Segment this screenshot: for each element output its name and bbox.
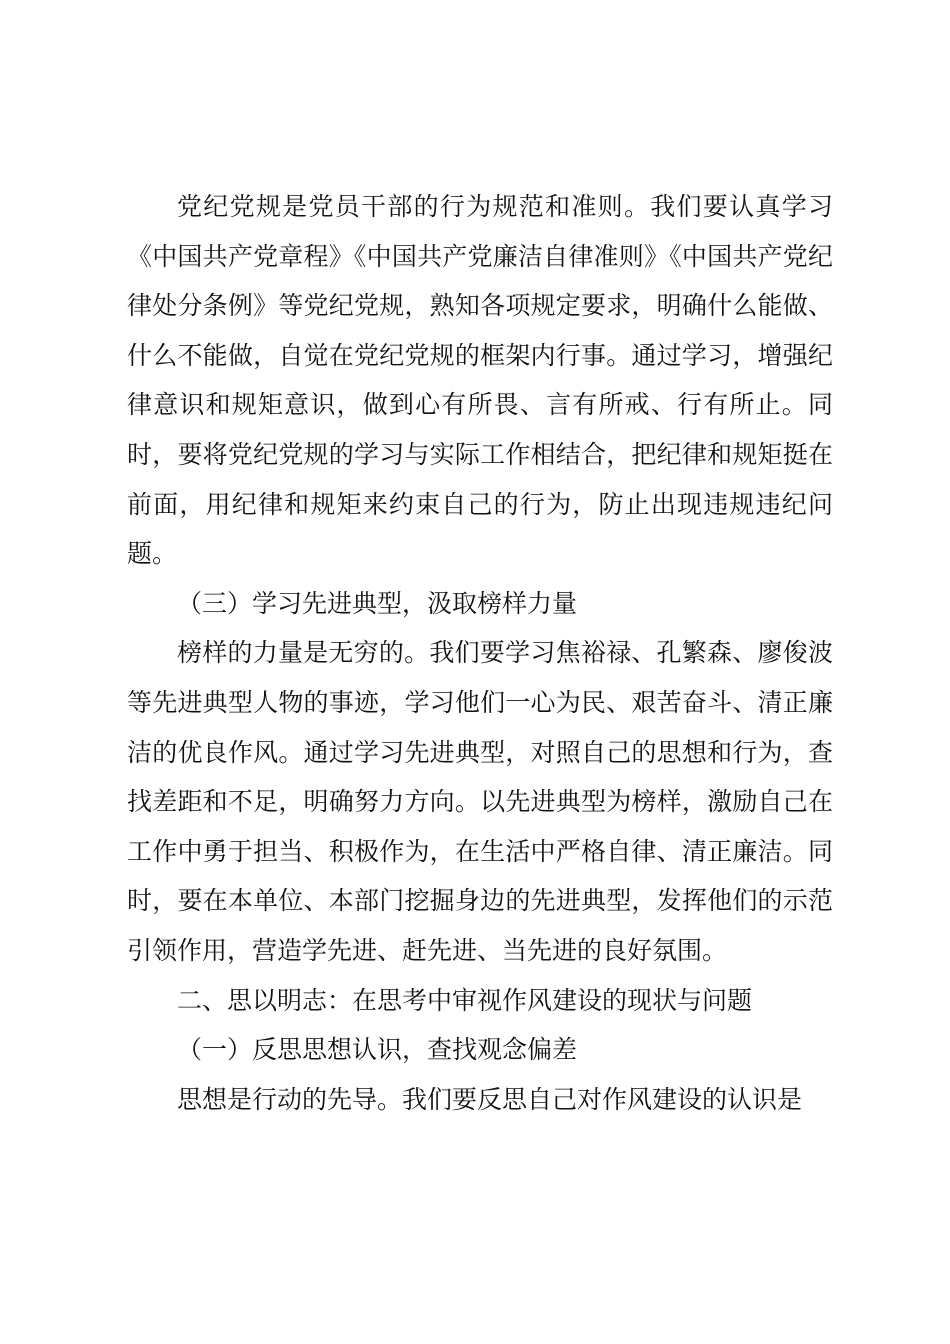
heading-section-two: 二、思以明志：在思考中审视作风建设的现状与问题 — [177, 985, 753, 1015]
document-body — [127, 182, 833, 1124]
paragraph-party-rules: 党纪党规是党员干部的行为规范和准则。我们要认真学习《中国共产党章程》《中国共产党廉洁自律准则》《中国共产党纪律处分条例》等党纪党规，熟知各项规定要求，明确什么能做、什么不能做，自觉在党纪党规的框架内行事。通过学习，增强纪律意识和规矩意识，做到心有所畏、言有所戒、行有所止。同时，要将党纪党规的学习与实际工作相结合，把纪律和规矩挺在前面，用纪律和规矩来约束自己的行为，防止出现违规违纪问题。 — [127, 192, 833, 569]
paragraph-thinking-guide: 思想是行动的先导。我们要反思自己对作风建设的认识是 — [177, 1084, 803, 1114]
paragraph-role-models: 榜样的力量是无穷的。我们要学习焦裕禄、孔繁森、廖俊波等先进典型人物的事迹，学习他们一心为民、艰苦奋斗、清正廉洁的优良作风。通过学习先进典型，对照自己的思想和行为，查找差距和不足，明确努力方向。以先进典型为榜样，激励自己在工作中勇于担当、积极作为，在生活中严格自律、清正廉洁。同时，要在本单位、本部门挖掘身边的先进典型，发挥他们的示范引领作用，营造学先进、赶先进、当先进的良好氛围。 — [127, 638, 833, 965]
heading-reflect-thinking: （一）反思思想认识，查找观念偏差 — [177, 1035, 578, 1065]
heading-learn-models: （三）学习先进典型，汲取榜样力量 — [177, 588, 578, 618]
